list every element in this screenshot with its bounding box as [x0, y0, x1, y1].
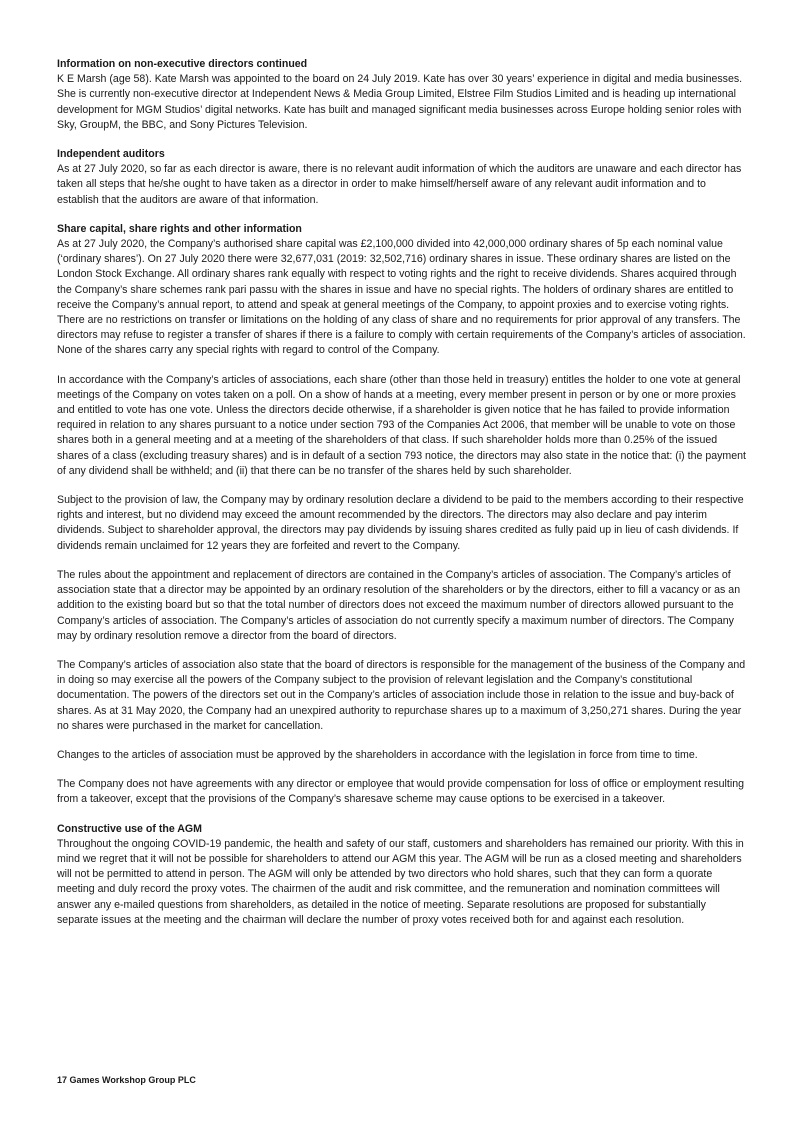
- section-independent-auditors: [57, 147, 747, 208]
- paragraph: The Company does not have agreements with any director or employee that would provide compensation for loss of office or employment resulting from a takeover, except that the provisions of the Company’s sharesave scheme may cause options to be exercised in a takeover.: [57, 778, 744, 806]
- paragraph: In accordance with the Company’s articles of associations, each share (other than those held in treasury) entitles the holder to one vote at general meetings of the Company on votes taken on a poll. On a show of hands at a meeting, every member present in person or by one or more proxies and entitled to vote has one vote. Unless the directors decide otherwise, if a shareholder is given notice that he has failed to provide information required in relation to any shares pursuant to a notice under section 793 of the Companies Act 2006, that member will be unable to vote on those shares both in a general meeting and at a meeting of the shareholders of that class. If such shareholder holds more than 0.25% of the issued shares of a class (excluding treasury shares) and is in default of a section 793 notice, the directors may also state in the notice that: (i) the payment of any dividend shall be withheld; and (ii) that there can be no transfer of the shares held by such shareholder.: [57, 373, 746, 477]
- document-body: [57, 57, 747, 942]
- paragraph: The rules about the appointment and replacement of directors are contained in the Company’s articles of association. The Company’s articles of association state that a director may be appointed by an ordinary resolution of the shareholders or by the directors, either to fill a vacancy or as an addition to the existing board but so that the total number of directors does not exceed the maximum number of directors allowed pursuant to the Company’s articles of association. The Company’s articles of association do not currently specify a maximum number of directors. The Company may by ordinary resolution remove a director from the board of directors.: [57, 568, 741, 642]
- page-footer: 17 Games Workshop Group PLC: [57, 1075, 196, 1085]
- paragraph: Subject to the provision of law, the Company may by ordinary resolution declare a dividend to be paid to the members according to their respective rights and interest, but no dividend may exceed the amount recommended by the directors. The directors may also declare and pay interim dividends. Subject to shareholder approval, the directors may pay dividends by issuing shares credited as fully paid up in lieu of cash dividends. If dividends remain unclaimed for 12 years they are forfeited and revert to the Company.: [57, 494, 744, 552]
- section-share-capital: [57, 222, 747, 808]
- section-agm: [57, 822, 747, 928]
- paragraph: K E Marsh (age 58). Kate Marsh was appointed to the board on 24 July 2019. Kate has over 30 years’ experience in digital and media businesses. She is currently non-executive director at Independent News & Media Group Limited, Elstree Film Studios Limited and is heading up international development for MGM Studios’ digital networks. Kate has built and managed significant media businesses across Europe holding senior roles with Sky, GroupM, the BBC, and Sony Pictures Television.: [57, 73, 743, 131]
- section-non-executive-directors: [57, 57, 747, 133]
- section-heading: Constructive use of the AGM: [57, 822, 202, 835]
- section-heading: Independent auditors: [57, 148, 165, 161]
- paragraph: As at 27 July 2020, so far as each director is aware, there is no relevant audit information of which the auditors are unaware and each director has taken all steps that he/she ought to have taken as a director in order to make himself/herself aware of any relevant audit information and to establish that the auditors are aware of that information.: [57, 163, 742, 206]
- section-heading: Share capital, share rights and other information: [57, 222, 302, 235]
- section-heading: Information on non-executive directors continued: [57, 58, 308, 70]
- paragraph: The Company’s articles of association also state that the board of directors is responsible for the management of the business of the Company and in doing so may exercise all the powers of the Company subject to the provision of relevant legislation and the Company’s constitutional documentation. The powers of the directors set out in the Company’s articles of association include those in relation to the issue and buy-back of shares. As at 31 May 2020, the Company had an unexpired authority to repurchase shares up to a maximum of 3,250,271 shares. During the year no shares were purchased in the market for cancellation.: [57, 658, 746, 732]
- paragraph: Changes to the articles of association must be approved by the shareholders in accordance with the legislation in force from time to time.: [57, 748, 698, 761]
- paragraph: Throughout the ongoing COVID-19 pandemic, the health and safety of our staff, customers and shareholders has remained our priority. With this in mind we regret that it will not be possible for shareholders to attend our AGM this year. The AGM will be run as a closed meeting and shareholders will not be permitted to attend in person. The AGM will only be attended by two directors who hold shares, such that they can form a quorate meeting and duly record the proxy votes. The chairmen of the audit and risk committee, and the remuneration and nomination committees will answer any e-mailed questions from shareholders, as detailed in the notice of meeting. Separate resolutions are proposed for substantially separate issues at the meeting and the chairman will declare the number of proxy votes received both for and against each resolution.: [57, 837, 744, 926]
- paragraph: As at 27 July 2020, the Company’s authorised share capital was £2,100,000 divided into 42,000,000 ordinary shares of 5p each nominal value (‘ordinary shares’). On 27 July 2020 there were 32,677,031 (2019: 32,502,716) ordinary shares in issue. These ordinary shares are listed on the London Stock Exchange. All ordinary shares rank equally with respect to voting rights and the right to receive dividends. Shares acquired through the Company’s share schemes rank pari passu with the shares in issue and have no special rights. The holders of ordinary shares are entitled to receive the Company’s annual report, to attend and speak at general meetings of the Company, to appoint proxies and to exercise voting rights. There are no restrictions on transfer or limitations on the holding of any class of share and no requirements for prior approval of any transfers. The directors may refuse to register a transfer of shares if there is a failure to comply with certain requirements of the Company’s articles of association. None of the shares carry any special rights with regard to control of the Company.: [57, 238, 746, 357]
